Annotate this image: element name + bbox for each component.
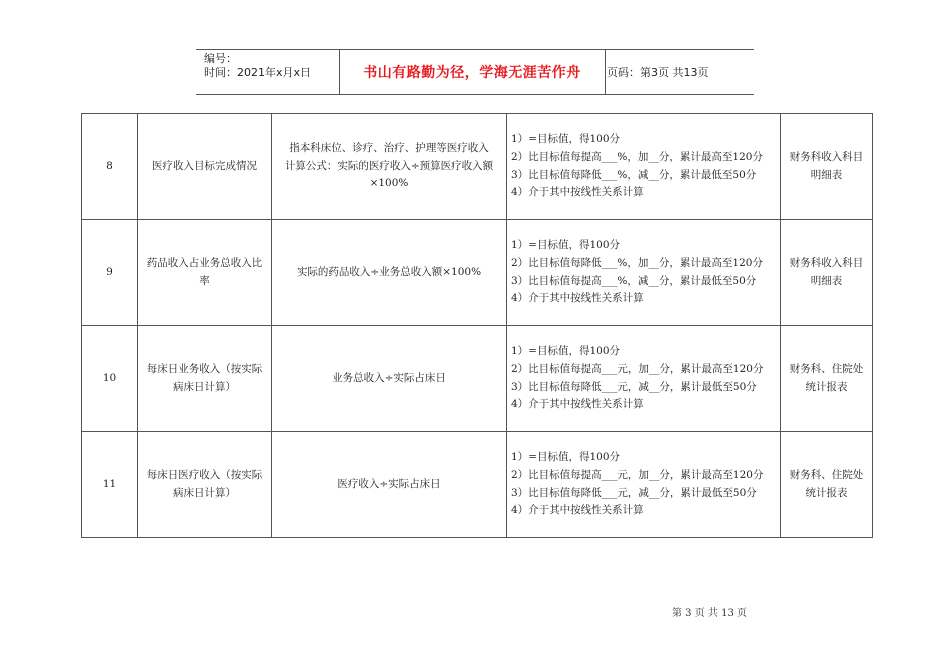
criteria-line: 4）介于其中按线性关系计算 [511,292,644,305]
row-number: 11 [82,432,138,538]
row-number: 9 [82,220,138,326]
indicator-name: 每床日业务收入（按实际病床日计算） [138,326,272,432]
table-row [82,326,873,432]
row-number: 10 [82,326,138,432]
criteria-line: 3）比目标值每降低___元，减__分，累计最低至50分 [511,486,757,499]
data-source: 财务科、住院处统计报表 [781,432,873,538]
page-header [196,49,754,95]
criteria-line: 2）比目标值每提高___元，加__分，累计最高至120分 [511,362,764,375]
table-row [82,220,873,326]
criteria-line: 2）比目标值每提高___%，加__分，累计最高至120分 [511,150,763,163]
data-source: 财务科、住院处统计报表 [781,326,873,432]
criteria-line: 3）比目标值每提高___%，减__分，累计最低至50分 [511,274,757,287]
page-footer: 第 3 页 共 13 页 [672,608,747,619]
document-time-label: 时间：2021年x月x日 [204,66,312,79]
criteria-line: 1）=目标值，得100分 [511,451,621,464]
row-number: 8 [82,114,138,220]
calculation-method: 医疗收入÷实际占床日 [272,432,507,538]
document-number-label: 编号： [204,52,237,65]
header-divider [339,50,340,94]
header-page-code: 页码：第3页 共13页 [607,66,709,79]
criteria-line: 2）比目标值每提高___元，加__分，累计最高至120分 [511,468,764,481]
table-row [82,114,873,220]
calculation-method: 业务总收入÷实际占床日 [272,326,507,432]
indicator-name: 药品收入占业务总收入比率 [138,220,272,326]
calculation-method: 实际的药品收入÷业务总收入额×100% [272,220,507,326]
table-row [82,432,873,538]
header-motto: 书山有路勤为径，学海无涯苦作舟 [363,65,581,81]
criteria-line: 3）比目标值每降低___%，减__分，累计最低至50分 [511,168,757,181]
criteria-line: 3）比目标值每降低___元，减__分，累计最低至50分 [511,380,757,393]
scoring-criteria [507,220,781,326]
scoring-criteria [507,432,781,538]
criteria-line: 4）介于其中按线性关系计算 [511,186,644,199]
scoring-criteria [507,114,781,220]
criteria-line: 2）比目标值每降低___%，加__分，累计最高至120分 [511,256,763,269]
calculation-method: 指本科床位、诊疗、治疗、护理等医疗收入 计算公式：实际的医疗收入÷预算医疗收入额×100% [272,114,507,220]
indicator-name: 每床日医疗收入（按实际病床日计算） [138,432,272,538]
indicator-table [81,113,873,538]
data-source: 财务科收入科目明细表 [781,114,873,220]
criteria-line: 1）=目标值，得100分 [511,345,621,358]
criteria-line: 1）=目标值，得100分 [511,239,621,252]
criteria-line: 4）介于其中按线性关系计算 [511,504,644,517]
header-meta [204,52,339,80]
criteria-line: 1）=目标值，得100分 [511,133,621,146]
criteria-line: 4）介于其中按线性关系计算 [511,398,644,411]
data-source: 财务科收入科目明细表 [781,220,873,326]
indicator-name: 医疗收入目标完成情况 [138,114,272,220]
header-divider [605,50,606,94]
scoring-criteria [507,326,781,432]
